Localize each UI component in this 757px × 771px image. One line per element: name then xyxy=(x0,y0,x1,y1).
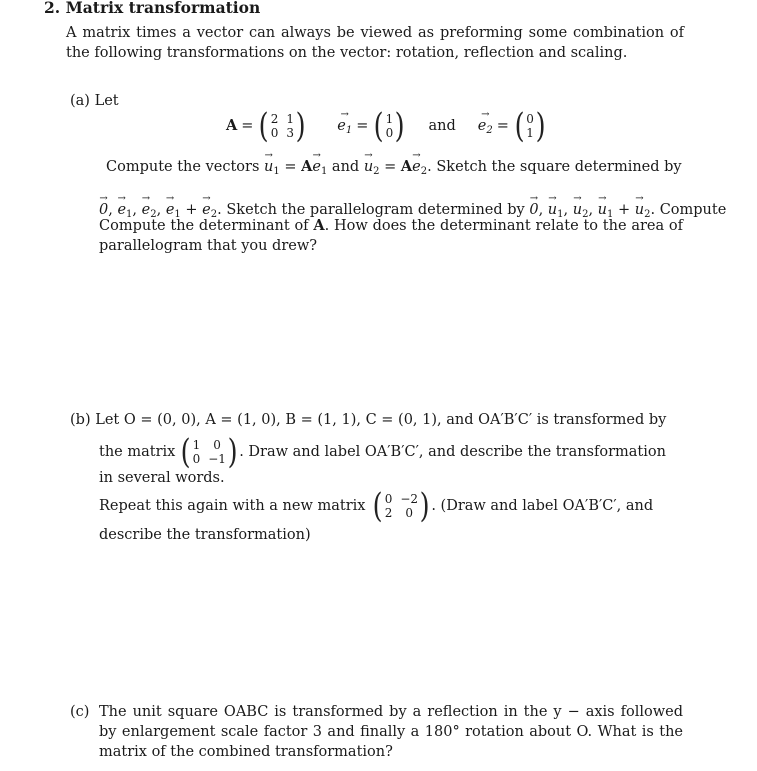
part-a-equations: A = ( 2 1 0 3 ) → $e_1$ = ( 1 0 ) and → $e_2$ = ( 0 1 ) xyxy=(226,104,547,148)
part-b-line1 xyxy=(70,410,666,430)
matrix-A-cell: 2 xyxy=(270,112,279,126)
draw-label-text: . Draw and label OA′B′C′, and describe the transformation xyxy=(239,444,666,460)
matrix-b1: ( 1 0 0 −1 ) xyxy=(180,432,238,472)
compute-text: Compute the vectors xyxy=(106,159,260,175)
part-b-points: Let O = (0, 0), A = (1, 0), B = (1, 1), C = (0, 1), and OA′B′C′ is transformed by xyxy=(95,412,667,428)
question-title: Matrix transformation xyxy=(65,0,261,17)
part-a-compute-line: Compute the vectors → $u_1 = A\to e_1$ and → $u_2 = A\to e_2$. Sketch the square determined by xyxy=(106,157,682,177)
matrix-A: ( 2 1 0 3 ) xyxy=(259,106,306,146)
part-b-several: in several words. xyxy=(99,470,225,486)
determinant-question: How does the determinant relate to the area of parallelogram that you drew? xyxy=(99,218,684,254)
part-a-number: (a) xyxy=(70,93,90,109)
repeat-text: Repeat this again with a new matrix xyxy=(99,498,366,514)
part-b-repeat-line xyxy=(99,486,653,526)
vector-e2-cell: 0 xyxy=(526,112,534,126)
part-a-label xyxy=(70,91,119,111)
determinant-text: Compute the determinant of xyxy=(99,218,309,234)
matrix-A-cell: 0 xyxy=(270,126,279,140)
intro-paragraph: A matrix times a vector can always be viewed as preforming some combination of the following transformations on the vector: rotation, reflection and scaling. xyxy=(66,25,684,61)
e2-symbol: → $e_2$ xyxy=(478,116,493,136)
question-heading xyxy=(44,0,260,18)
matrix-A-symbol: A xyxy=(226,117,238,134)
part-b-describe: describe the transformation) xyxy=(99,527,311,543)
part-a-determinant: Compute the determinant of A. How does the determinant relate to the area of parallelogram that you drew? xyxy=(99,217,684,254)
e1-symbol: → $e_1$ xyxy=(337,116,352,136)
the-matrix-text: the matrix xyxy=(99,444,176,460)
part-c-text: The unit square OABC is transformed by a reflection in the y − axis followed by enlargement scale factor 3 and finally a 180° rotation about O. What is the matrix of the combined transformation? xyxy=(99,704,683,760)
part-a-parallelogram-line: → 0, → $e_1$, → $e_2$, → $e_1$ + → $e_2$. Sketch the parallelogram determined by → 0, → $u_1$, → $u_2$, → $u_1$ + → $u_2$. Compute xyxy=(99,200,726,220)
and-word: and xyxy=(428,118,456,134)
matrix-b2-cell: 2 xyxy=(384,506,393,520)
matrix-b1-cell: −1 xyxy=(208,452,226,466)
vector-e2: ( 0 1 ) xyxy=(514,106,546,146)
matrix-b2: ( 0 −2 2 0 ) xyxy=(373,486,430,526)
part-c-label: (c) xyxy=(70,704,90,720)
vector-e1-cell: 1 xyxy=(385,112,394,126)
sketch-square-text: Sketch the square determined by xyxy=(436,159,682,175)
vector-e1: ( 1 0 ) xyxy=(374,106,405,146)
repeat-tail-text: . (Draw and label OA′B′C′, and xyxy=(431,498,654,514)
part-b-line2 xyxy=(99,432,666,472)
matrix-b1-cell: 0 xyxy=(213,438,221,452)
matrix-b2-cell: 0 xyxy=(384,492,393,506)
vector-e1-cell: 0 xyxy=(385,126,394,140)
matrix-b2-cell: −2 xyxy=(400,492,419,506)
part-b-label: (b) xyxy=(70,412,91,428)
matrix-b2-cell: 0 xyxy=(405,506,414,520)
matrix-A-cell: 1 xyxy=(286,112,294,126)
question-number: 2. xyxy=(44,0,61,17)
matrix-b1-cell: 1 xyxy=(192,438,201,452)
vector-e2-cell: 1 xyxy=(526,126,534,140)
sketch-parallelogram-text: Sketch the parallelogram determined by xyxy=(226,202,525,218)
part-a-let: Let xyxy=(94,93,119,109)
matrix-A-cell: 3 xyxy=(286,126,294,140)
matrix-b1-cell: 0 xyxy=(192,452,201,466)
